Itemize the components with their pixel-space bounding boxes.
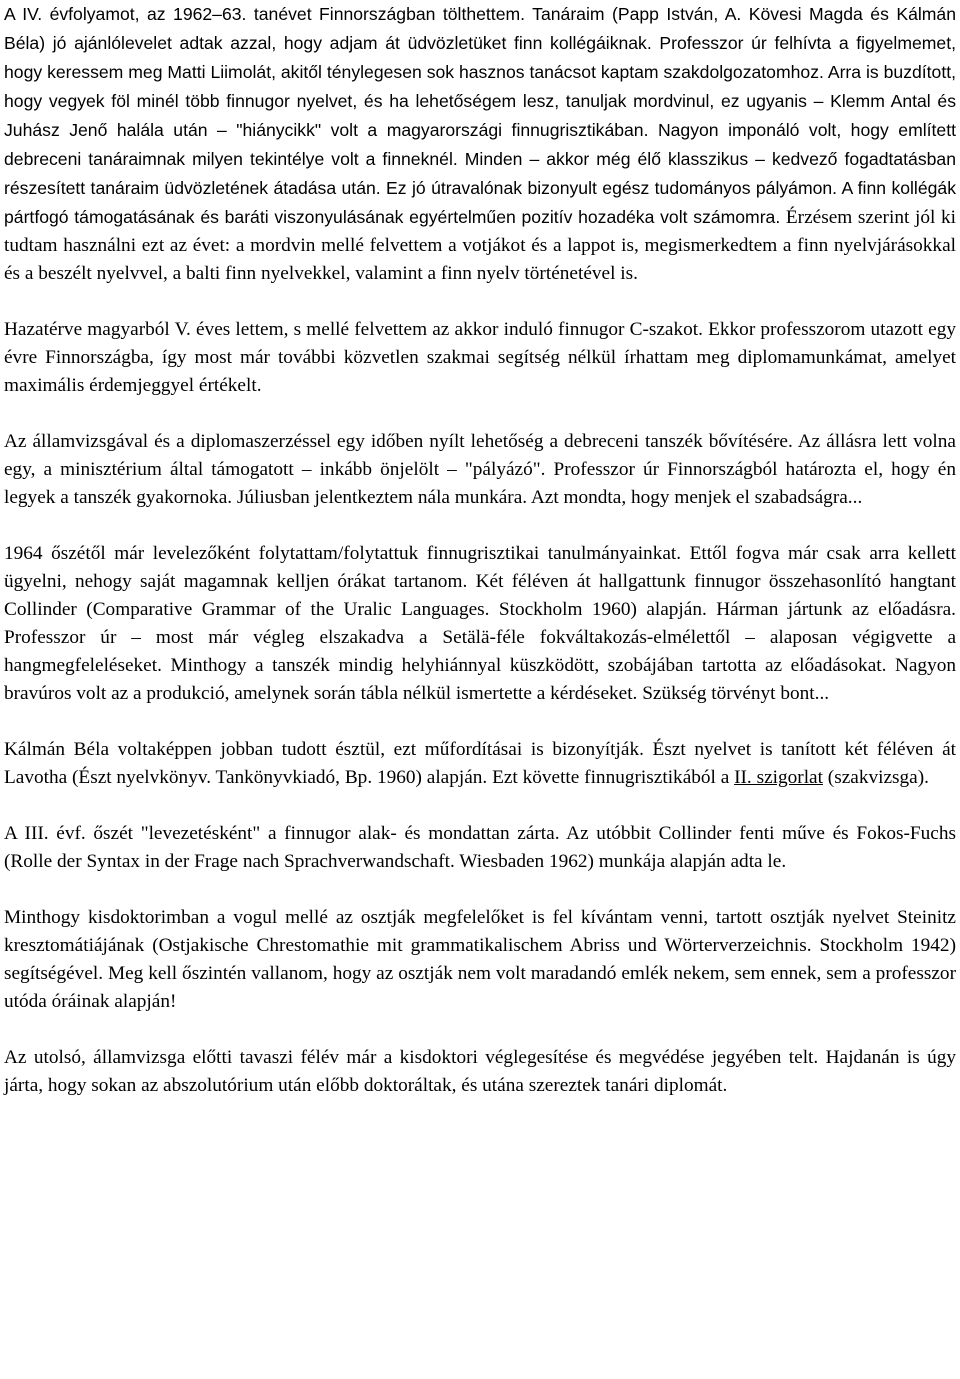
second-exam-link[interactable]: II. szigorlat	[734, 767, 823, 788]
paragraph-spacer	[4, 708, 956, 736]
paragraph-finland-year	[4, 0, 956, 288]
paragraph-return-home: Hazatérve magyarból V. éves lettem, s mellé felvettem az akkor induló finnugor C-szakot. Ekkor professzorom utazott egy évre Finnországba, így most már további közvetlen szakmai segítség nélkül írhattam meg diplomamunkámat, amelyet maximális érdemjeggyel értékelt.	[4, 319, 956, 396]
paragraph-spacer	[4, 792, 956, 820]
paragraph-spacer	[4, 876, 956, 904]
paragraph-correspondence-studies: 1964 őszétől már levelezőként folytattam/folytattuk finnugrisztikai tanulmányainkat. Ettől fogva már csak arra kellett ügyelni, nehogy saját magamnak kelljen órákat tartanom. Két féléven át hallgattunk finnugor összehasonlító hangtant Collinder (Comparative Grammar of the Uralic Languages. Stockholm 1960) alapján. Hárman jártunk az előadásra. Professzor úr – most már végleg elszakadva a Setälä-féle fokváltakozás-elmélettől – alaposan végigvette a hangmegfeleléseket. Minthogy a tanszék mindig helyhiánnyal küszködött, szobájában tartotta az előadásokat. Nagyon bravúros volt az a produkció, amelynek során tábla nélkül ismertette a kérdéseket. Szükség törvényt bont...	[4, 543, 956, 704]
paragraph-morphology-syntax: A III. évf. őszét "levezetésként" a finnugor alak- és mondattan zárta. Az utóbbit Collinder fenti műve és Fokos-Fuchs (Rolle der Syntax in der Frage nach Sprachverwandschaft. Wiesbaden 1962) munkája alapján adta le.	[4, 823, 956, 872]
paragraph-finland-year-serif-segment: Érzésem szerint jól ki tudtam használni ezt az évet: a mordvin mellé felvettem a votjákot és a lappot is, megismerkedtem a finn nyelvjárásokkal és a beszélt nyelvvel, a balti finn nyelvekkel, valamint a finn nyelv történetével is.	[4, 207, 956, 284]
paragraph-spacer	[4, 512, 956, 540]
paragraph-estonian-text-after: (szakvizsga).	[822, 767, 929, 788]
paragraph-state-exam: Az államvizsgával és a diplomaszerzéssel egy időben nyílt lehetőség a debreceni tanszék bővítésére. Az állásra lett volna egy, a minisztérium által támogatott – inkább önjelölt – "pályázó". Professzor úr Finnországból határozta el, hogy én legyek a tanszék gyakornoka. Júliusban jelentkeztem nála munkára. Azt mondta, hogy menjek el szabadságra...	[4, 431, 956, 508]
paragraph-estonian	[4, 736, 956, 792]
paragraph-finland-year-sans-segment: A IV. évfolyamot, az 1962–63. tanévet Finnországban tölthettem. Tanáraim (Papp István, A. Kövesi Magda és Kálmán Béla) jó ajánlólevelet adtak azzal, hogy adjam át üdvözletüket finn kollégáiknak. Professzor úr felhívta a figyelmemet, hogy keressem meg Matti Liimolát, akitől ténylegesen sok hasznos tanácsot kaptam szakdolgozatomhoz. Arra is buzdított, hogy vegyek föl minél több finnugor nyelvet, és ha lehetőségem lesz, tanuljak mordvinul, ez ugyanis – Klemm Antal és Juhász Jenő halála után – "hiánycikk" volt a magyarországi finnugrisztikában. Nagyon imponáló volt, hogy említett debreceni tanáraimnak milyen tekintélye volt a finneknél. Minden – akkor még élő klasszikus – kedvező fogadtatásban részesített tanáraim üdvözletének átadása után. Ez jó útravalónak bizonyult egész tudományos pályámon. A finn kollégák pártfogó támogatásának és baráti viszonyulásának egyértelműen pozitív hozadéka volt számomra.	[4, 4, 956, 227]
paragraph-ostyak: Minthogy kisdoktorimban a vogul mellé az osztják megfelelőket is fel kívántam venni, tartott osztják nyelvet Steinitz kresztomátiájának (Ostjakische Chrestomathie mit grammatikalischem Abriss und Wörterverzeichnis. Stockholm 1942) segítségével. Meg kell őszintén vallanom, hogy az osztják nem volt maradandó emlék nekem, sem ennek, sem a professzor utóda óráinak alapján!	[4, 907, 956, 1012]
paragraph-spacer	[4, 288, 956, 316]
paragraph-spacer	[4, 400, 956, 428]
paragraph-estonian-text-before: Kálmán Béla voltaképpen jobban tudott észtül, ezt műfordításai is bizonyítják. Észt nyelvet is tanított két féléven át Lavotha (Észt nyelvkönyv. Tankönyvkiadó, Bp. 1960) alapján. Ezt követte finnugrisztikából a	[4, 739, 956, 788]
paragraph-final-semester: Az utolsó, államvizsga előtti tavaszi félév már a kisdoktori véglegesítése és megvédése jegyében telt. Hajdanán is úgy járta, hogy sokan az abszolutórium után előbb doktoráltak, és utána szereztek tanári diplomát.	[4, 1047, 956, 1096]
paragraph-spacer	[4, 1016, 956, 1044]
